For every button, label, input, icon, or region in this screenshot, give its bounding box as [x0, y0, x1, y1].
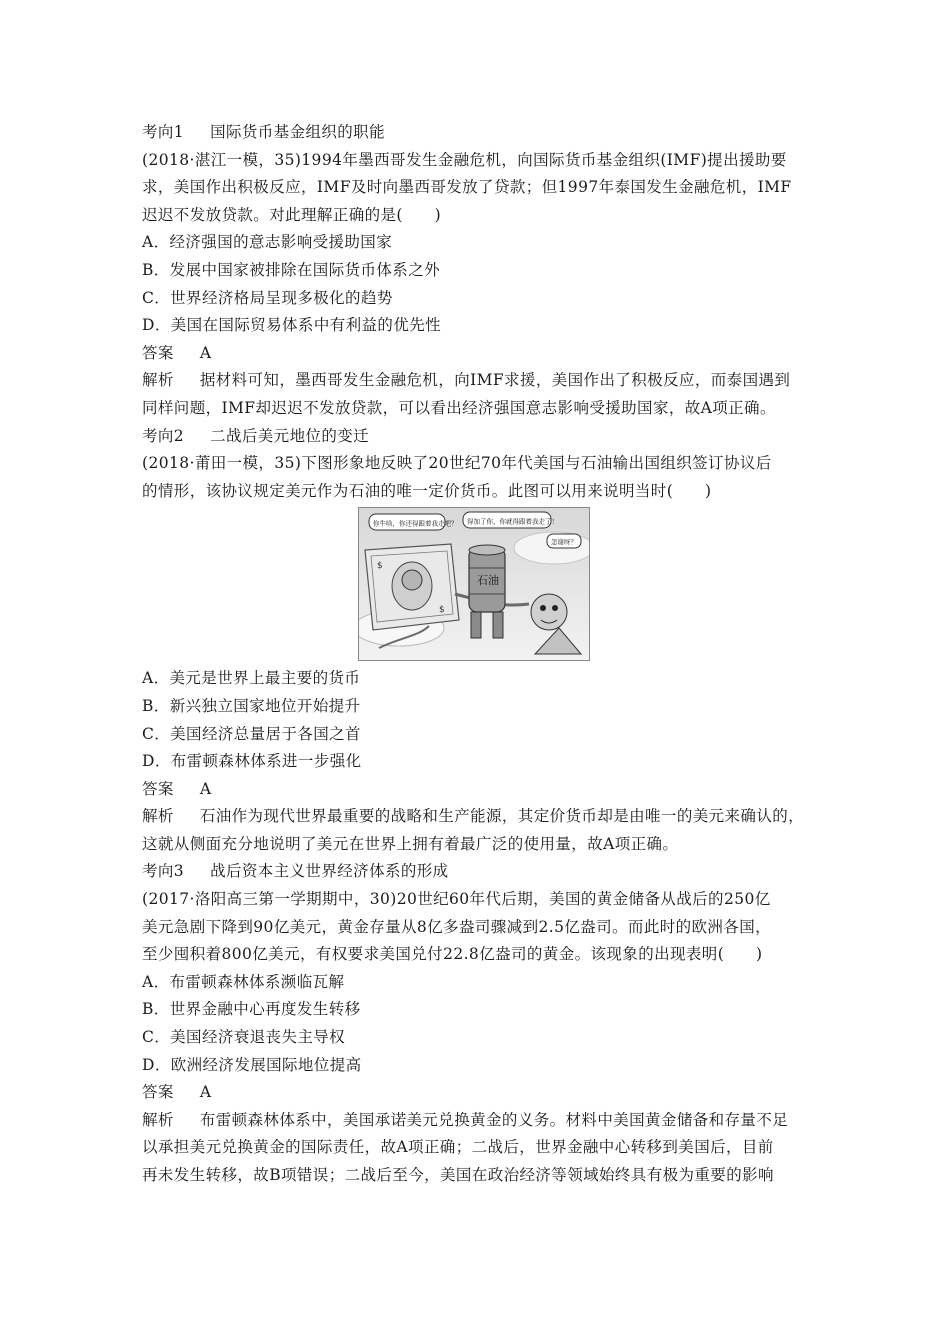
option-b: B．世界金融中心再度发生转移 [142, 1000, 361, 1019]
analysis-line: 以承担美元兑换黄金的国际责任，故A项正确；二战后，世界金融中心转移到美国后，目前 [142, 1138, 774, 1157]
answer-label: 答案 [142, 1083, 174, 1102]
question-line: (2018·湛江一模，35)1994年墨西哥发生金融危机，向国际货币基金组织(IMF)提出援助要 [142, 150, 787, 169]
analysis-line [142, 1107, 822, 1135]
section-heading [142, 119, 822, 147]
analysis-line [142, 367, 822, 395]
option-b: B．发展中国家被排除在国际货币体系之外 [142, 260, 440, 279]
question-line: (2018·莆田一模，35)下图形象地反映了20世纪70年代美国与石油输出国组织签订协议后 [142, 454, 772, 473]
answer-value: A [199, 1083, 212, 1102]
analysis-line: 这就从侧面充分地说明了美元在世界上拥有着最广泛的使用量，故A项正确。 [142, 834, 679, 853]
svg-text:$: $ [439, 605, 445, 616]
question-line: 迟迟不发放贷款。对此理解正确的是( ) [142, 205, 442, 224]
bubble-middle-text: 得加了你，你就得跟着我走了！ [467, 517, 558, 526]
svg-text:$: $ [377, 561, 383, 572]
answer-line [142, 1079, 822, 1107]
answer-line [142, 340, 822, 368]
option-a: A．经济强国的意志影响受援助国家 [142, 233, 393, 252]
analysis-line: 同样问题，IMF却迟迟不发放贷款，可以看出经济强国意志影响受援助国家，故A项正确。 [142, 398, 776, 417]
analysis-text: 石油作为现代世界最重要的战略和生产能源，其定价货币却是由唯一的美元来确认的， [199, 807, 805, 826]
heading-label: 考向1 [142, 123, 185, 141]
option-d: D．布雷顿森林体系进一步强化 [142, 752, 362, 771]
bubble-right-text: 怎谢呀？ [551, 538, 577, 547]
option-c: C．世界经济格局呈现多极化的趋势 [142, 288, 393, 307]
heading-text: 二战后美元地位的变迁 [210, 426, 370, 445]
analysis-line: 再未发生转移，故B项错误；二战后至今，美国在政治经济等领域始终具有极为重要的影响 [142, 1166, 774, 1184]
section-heading [142, 423, 822, 451]
heading-text: 国际货币基金组织的职能 [210, 123, 385, 141]
answer-value: A [199, 343, 212, 362]
heading-label: 考向3 [142, 862, 185, 881]
analysis-label: 解析 [142, 371, 174, 390]
heading-label: 考向2 [142, 426, 185, 445]
analysis-label: 解析 [142, 807, 174, 826]
option-c: C．美国经济总量居于各国之首 [142, 724, 361, 743]
option-a: A．美元是世界上最主要的货币 [142, 669, 361, 688]
option-c: C．美国经济衰退丧失主导权 [142, 1028, 346, 1047]
question-line: 求，美国作出积极反应，IMF及时向墨西哥发放了贷款；但1997年泰国发生金融危机，IMF [142, 178, 792, 197]
option-b: B．新兴独立国家地位开始提升 [142, 696, 361, 715]
content-column [142, 119, 822, 1190]
answer-value: A [199, 779, 212, 798]
option-d: D．美国在国际贸易体系中有利益的优先性 [142, 316, 442, 335]
section-heading [142, 858, 822, 886]
question-line: 美元急剧下降到90亿美元，黄金存量从8亿多盎司骤减到2.5亿盎司。而此时的欧洲各国， [142, 917, 772, 936]
speech-bubble-right [547, 534, 581, 548]
speech-bubble-middle [463, 512, 558, 528]
answer-label: 答案 [142, 779, 174, 798]
answer-label: 答案 [142, 343, 174, 362]
cartoon-illustration [359, 508, 589, 660]
bubble-left-text: 你牛啥，你还得跟着我走吧？ [373, 519, 458, 528]
analysis-text: 据材料可知，墨西哥发生金融危机，向IMF求援，美国作出了积极反应，而泰国遇到 [199, 371, 791, 390]
dollar-bill-character [365, 544, 459, 630]
question-line: 至少囤积着800亿美元，有权要求美国兑付22.8亿盎司的黄金。该现象的出现表明( ) [142, 945, 763, 964]
analysis-text: 布雷顿森林体系中，美国承诺美元兑换黄金的义务。材料中美国黄金储备和存量不足 [199, 1110, 789, 1129]
barrel-label: 石油 [477, 574, 499, 588]
answer-line [142, 776, 822, 804]
question-line: 的情形，该协议规定美元作为石油的唯一定价货币。此图可以用来说明当时( ) [142, 481, 712, 500]
option-a: A．布雷顿森林体系濒临瓦解 [142, 972, 345, 991]
cartoon-figure [358, 507, 590, 661]
option-d: D．欧洲经济发展国际地位提高 [142, 1055, 362, 1074]
question-line: (2017·洛阳高三第一学期期中，30)20世纪60年代后期，美国的黄金储备从战后的250亿 [142, 890, 771, 909]
heading-text: 战后资本主义世界经济体系的形成 [210, 862, 449, 881]
analysis-label: 解析 [142, 1110, 174, 1129]
analysis-line [142, 803, 822, 831]
